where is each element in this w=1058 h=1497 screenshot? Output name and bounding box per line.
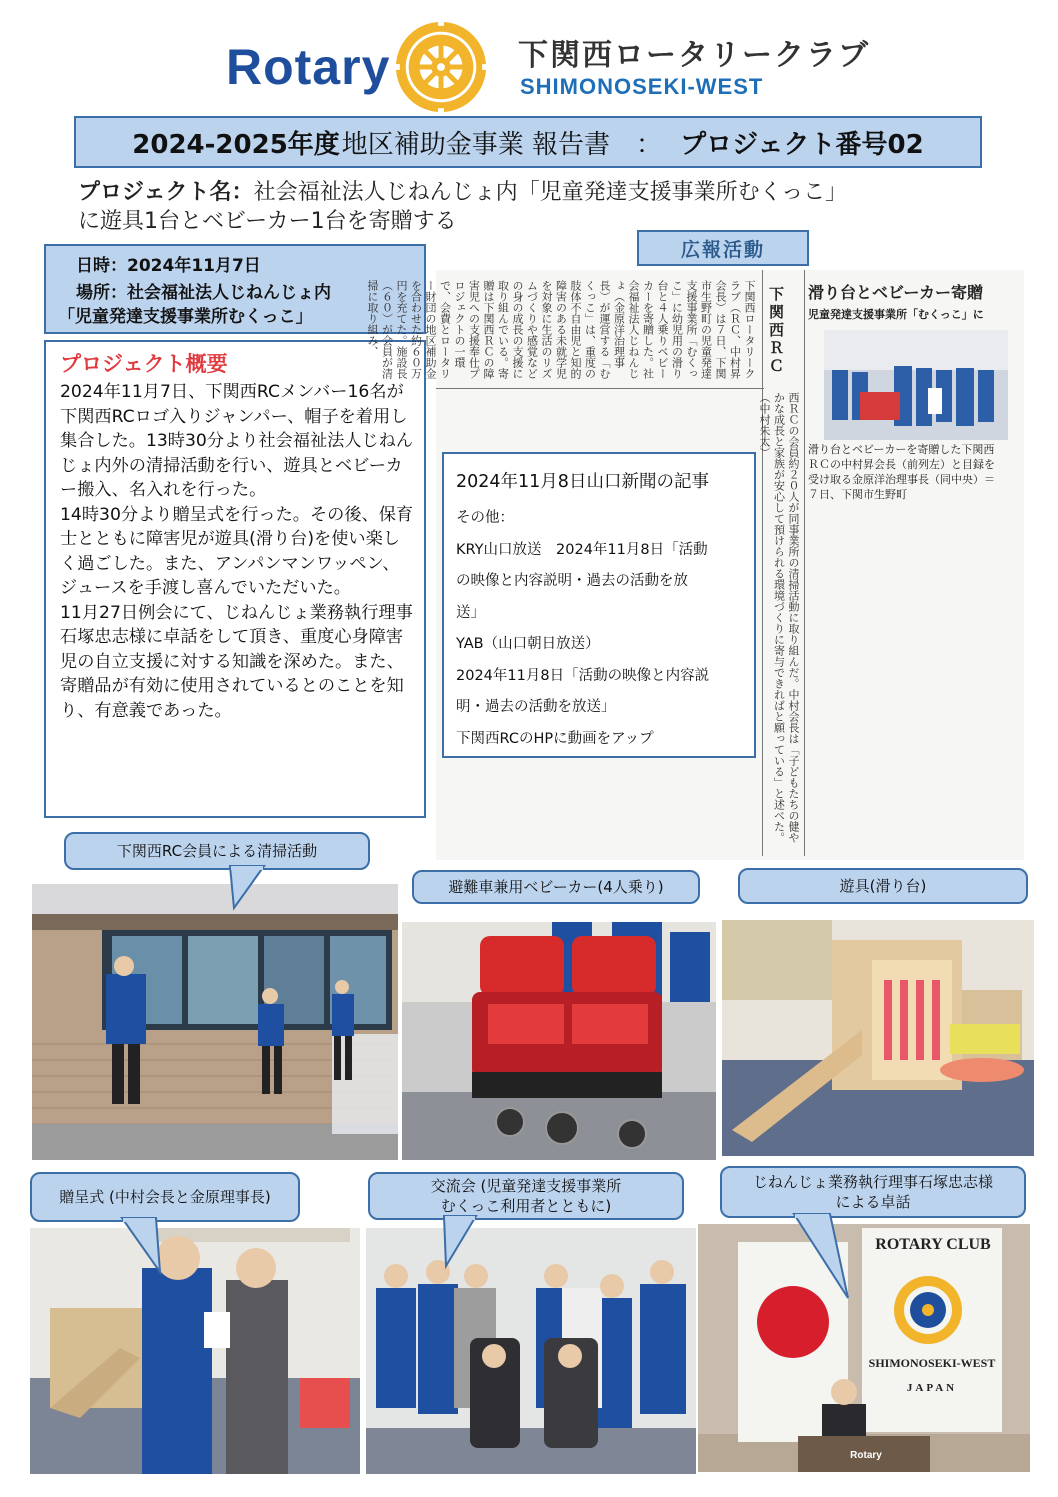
caption-speech-line1: じねんじょ業務執行理事石塚忠志様 — [752, 1173, 993, 1191]
paper-subhead: 児童発達支援事業所「むくっこ」に — [808, 308, 984, 321]
paper-headline: 滑り台とベビーカー寄贈 — [808, 283, 984, 302]
paper-column-3-text: 寄贈は下関西ＲＣの障害児への支援奉仕プロジェクトの一環で、会費とロータリー財団の地区補助金を合わせた約６０万円を充てた。施設長（６０）が会員が清掃に取り組み、 — [366, 280, 510, 379]
caption-speech-line2: による卓話 — [835, 1193, 911, 1211]
paper-divider — [804, 270, 805, 856]
project-name-line1: 社会福祉法人じねんじょ内「児童発達支援事業所むくっこ」 — [253, 180, 848, 205]
summary-heading: プロジェクト概要 — [60, 352, 228, 376]
project-name — [78, 178, 998, 236]
exchange-photo — [366, 1228, 696, 1474]
club-name-jp: 下関西ロータリークラブ — [518, 38, 870, 73]
bubble-tail — [784, 1214, 854, 1300]
paper-column-2-text: に幼児用の滑り台と４人乗りベビーカーを寄贈した。社会福祉法人じねんじょ（金原洋治理事長）が運営する「むくっこ」は、重度の肢体不自由児と知的障害のある未就学児を対象に生活のリズムづくりや感覚などの身の成長の支援に取り組んでいる。 — [496, 280, 684, 379]
event-place-line2: 「児童発達支援事業所むくっこ」 — [58, 307, 313, 327]
media-coverage-box — [442, 452, 756, 758]
speech-photo — [698, 1224, 1030, 1472]
caption-stroller: 避難車兼用ベビーカー(4人乗り) — [412, 870, 700, 904]
paper-caption: 滑り台とベビーカーを寄贈した下関西ＲＣの中村昇会長（前列左）と目録を受け取る金原洋治理事長（同中央）＝７日、下関市生野町 — [808, 443, 995, 501]
banner-text-country: JAPAN — [906, 1382, 958, 1394]
rotary-wordmark: Rotary — [226, 39, 391, 95]
paper-divider — [762, 270, 763, 856]
banner-text-top: ROTARY CLUB — [875, 1236, 991, 1253]
caption-exchange-line1: 交流会 (児童発達支援事業所 — [430, 1177, 622, 1195]
media-line: 下関西RCのHPに動画をアップ — [456, 730, 654, 747]
media-line: 明・過去の活動を放送」 — [456, 699, 616, 715]
project-name-label: プロジェクト名： — [78, 180, 254, 205]
event-place-line1: 場所：社会福祉法人じねんじょ内 — [76, 283, 331, 303]
bubble-tail — [430, 1216, 490, 1268]
caption-speech — [720, 1166, 1026, 1218]
title-year: 2024-2025年度 — [132, 129, 340, 160]
project-name-line2: に遊具1台とベビーカー1台を寄贈する — [78, 209, 457, 234]
paper-byline: 下関西ＲＣ — [767, 286, 785, 376]
caption-slide: 遊具(滑り台) — [738, 868, 1028, 904]
paper-column-4: 西ＲＣの会員約２０人が同事業所の清掃活動に取り組んだ。中村会長は「子どもたちの健やかな成長と家族が安心して預けられる環境づくりに寄与できればと願っている」と述べた。（中村朱太） — [758, 392, 800, 843]
cleaning-photo — [32, 884, 398, 1160]
media-line: の映像と内容説明・過去の活動を放 — [456, 573, 688, 589]
bubble-tail — [220, 866, 280, 910]
title-middle: 地区補助金事業 報告書 ： — [341, 129, 663, 160]
project-summary — [44, 340, 426, 818]
club-name-en: SHIMONOSEKI-WEST — [520, 74, 764, 99]
caption-exchange — [368, 1172, 684, 1220]
media-line: YAB（山口朝日放送） — [456, 636, 600, 652]
banner-text-bottom: SHIMONOSEKI-WEST — [868, 1356, 996, 1370]
stroller-photo — [402, 922, 716, 1160]
slide-photo — [722, 920, 1034, 1156]
title-project-number: プロジェクト番号02 — [680, 129, 924, 160]
pr-activity-tag: 広報活動 — [637, 230, 809, 266]
podium-text: Rotary — [850, 1450, 882, 1461]
media-line: 送」 — [456, 604, 485, 621]
caption-exchange-line2: むくっこ利用者とともに) — [440, 1197, 612, 1215]
paper-column-1 — [366, 280, 756, 384]
media-line: 2024年11月8日「活動の映像と内容説 — [456, 667, 710, 684]
report-title — [74, 116, 982, 168]
media-heading: 2024年11月8日山口新聞の記事 — [456, 472, 709, 492]
rotary-wheel-icon — [392, 18, 490, 116]
paper-photo — [824, 330, 1008, 440]
summary-body: 2024年11月7日、下関西RCメンバー16名が下関西RCロゴ入りジャンパー、帽子を着用し集合した。13時30分より社会福祉法人じねんじょ内外の清掃活動を行い、遊具とベビーカー搬入、名入れを行った。 14時30分より贈呈式を行った。その後、保育士とともに障害児が遊具(滑り台)を使い楽しく過ごした。また、アンパンマンワッペン、ジュースを手渡し喜んでいただいた。 11月27日例会にて、じねんじょ業務執行理事石塚忠志様に卓話をして頂き、重度心身障害児の自立支援に対する知識を深めた。また、寄贈品が有効に使用されているとのことを知り、有意義であった。 — [60, 382, 414, 721]
bubble-tail — [116, 1218, 176, 1274]
caption-ceremony: 贈呈式 (中村会長と金原理事長) — [30, 1172, 300, 1222]
paper-column-1-text: 下関西ロータリークラブ（ＲＣ、中村昇会長）は７日、下関市生野町の児童発達支援事業所「むくっこ」 — [670, 280, 756, 379]
event-date: 日時：2024年11月7日 — [76, 256, 261, 276]
caption-cleaning: 下関西RC会員による清掃活動 — [64, 832, 370, 870]
paper-divider — [436, 388, 764, 389]
media-line: その他： — [456, 510, 514, 526]
ceremony-photo — [30, 1228, 360, 1474]
media-line: KRY山口放送 2024年11月8日「活動 — [456, 541, 708, 558]
